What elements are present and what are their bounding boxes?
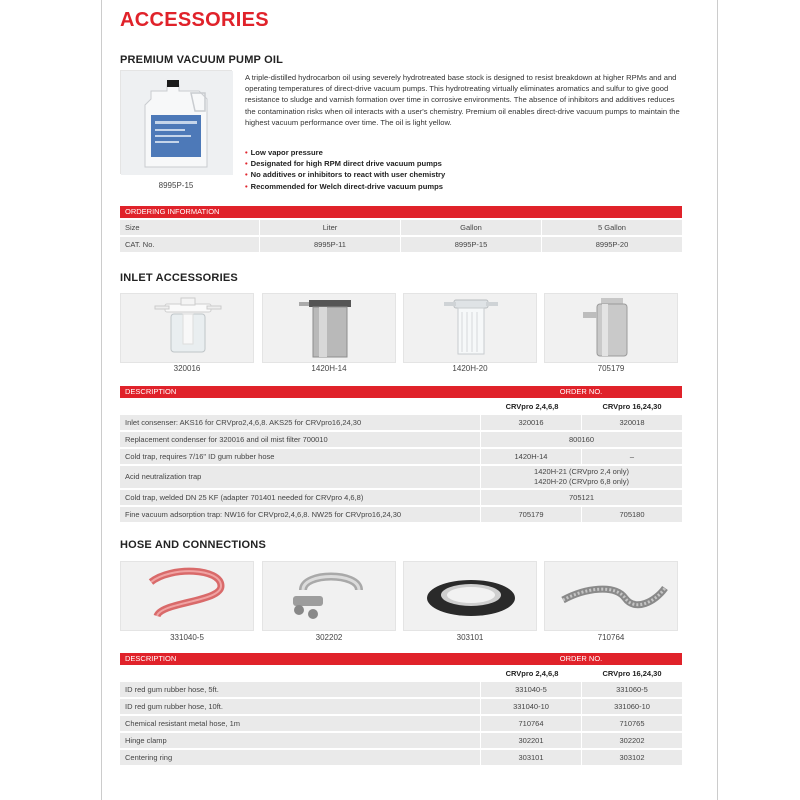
table-row — [120, 432, 682, 447]
inlet-column-header — [120, 399, 682, 414]
cell: 1420H-14 — [514, 452, 548, 461]
row-description: Cold trap, requires 7/16" ID gum rubber hose — [125, 452, 275, 461]
hinge-clamp-image — [262, 561, 396, 631]
table-row — [120, 716, 682, 731]
adsorption-trap-image — [544, 293, 678, 363]
feature-item: • No additives or inhibitors to react with user chemistry — [245, 170, 446, 180]
row-description: Chemical resistant metal hose, 1m — [125, 719, 241, 728]
table-row — [120, 449, 682, 464]
cell: 705180 — [619, 510, 645, 519]
cell: 710764 — [518, 719, 544, 728]
cell: 331040-10 — [513, 702, 549, 711]
cell: 320016 — [518, 418, 544, 427]
column-header: CRVpro 16,24,30 — [602, 669, 662, 678]
table-row — [120, 220, 682, 235]
table-row — [120, 466, 682, 488]
inlet-order-header: ORDER NO. — [480, 386, 682, 398]
hose-caption: 331040-5 — [170, 633, 204, 642]
cell: 8995P-20 — [595, 240, 629, 249]
cell: 1420H-20 (CRVpro 6,8 only) — [534, 477, 629, 486]
table-row — [120, 682, 682, 697]
table-row — [120, 490, 682, 505]
inlet-caption: 705179 — [597, 364, 625, 373]
cell: 705121 — [568, 493, 595, 502]
rubber-hose-image — [120, 561, 254, 631]
bullet-icon: • — [245, 181, 248, 191]
cell: 320018 — [619, 418, 645, 427]
oil-heading: PREMIUM VACUUM PUMP OIL — [120, 54, 284, 66]
table-row — [120, 507, 682, 522]
hose-heading: HOSE AND CONNECTIONS — [120, 539, 266, 551]
centering-ring-image — [403, 561, 537, 631]
hose-description-header: DESCRIPTION — [120, 653, 480, 665]
condenser-image — [120, 293, 254, 363]
row-description: Hinge clamp — [125, 736, 167, 745]
cell: Gallon — [460, 223, 482, 232]
cell: 303101 — [518, 753, 544, 762]
feature-item: • Low vapor pressure — [245, 148, 323, 157]
cold-trap-icon — [263, 294, 396, 363]
adsorption-trap-icon — [545, 294, 678, 363]
cold-trap-image — [262, 293, 396, 363]
row-description: Fine vacuum adsorption trap: NW16 for CRVpro2,4,6,8. NW25 for CRVpro16,24,30 — [125, 510, 402, 519]
centering-ring-icon — [404, 562, 537, 631]
condenser-icon — [121, 294, 254, 363]
page-title: ACCESSORIES — [120, 9, 269, 31]
hose-column-header — [120, 666, 682, 681]
row-description: ID red gum rubber hose, 10ft. — [125, 702, 223, 711]
column-header: CRVpro 16,24,30 — [602, 402, 662, 411]
hose-caption: 303101 — [456, 633, 484, 642]
cell: 8995P-15 — [454, 240, 488, 249]
cell: 303102 — [619, 753, 645, 762]
metal-hose-icon — [545, 562, 678, 631]
inlet-caption: 1420H-14 — [311, 364, 347, 373]
oil-feature-list — [245, 147, 685, 192]
feature-item: • Recommended for Welch direct-drive vacuum pumps — [245, 181, 443, 191]
column-header: CRVpro 2,4,6,8 — [505, 402, 559, 411]
row-description: Acid neutralization trap — [125, 472, 202, 481]
cell: 8995P-11 — [314, 240, 346, 249]
cell: 331060-5 — [616, 685, 648, 694]
inlet-description-header: DESCRIPTION — [120, 386, 480, 398]
cell: 302201 — [518, 736, 544, 745]
hose-caption: 710764 — [597, 633, 625, 642]
table-row — [120, 699, 682, 714]
bullet-icon: • — [245, 170, 248, 180]
column-header: CRVpro 2,4,6,8 — [505, 669, 559, 678]
cell: 331040-5 — [515, 685, 547, 694]
cell: 5 Gallon — [598, 223, 626, 232]
hose-caption: 302202 — [315, 633, 343, 642]
left-margin-line — [101, 0, 102, 800]
right-margin-line — [717, 0, 718, 800]
cell: 710765 — [619, 719, 645, 728]
inlet-caption: 1420H-20 — [452, 364, 488, 373]
row-label: Size — [125, 223, 140, 232]
row-description: ID red gum rubber hose, 5ft. — [125, 685, 219, 694]
cell: – — [629, 452, 635, 461]
oil-image-caption: 8995P-15 — [158, 181, 194, 190]
rubber-hose-icon — [121, 562, 254, 631]
table-row — [120, 733, 682, 748]
hinge-clamp-icon — [263, 562, 396, 631]
metal-hose-image — [544, 561, 678, 631]
oil-description: A triple-distilled hydrocarbon oil using severely hydrotreated base stock is designed to resist breakdown at higher RPMs and and operating temperatures of direct-drive vacuum pumps. This hydrotreating virtually eliminates aromatics and sulfur to give good resistance to sludge and varnish formation over time in corrosive environments. The absence of inhibitors and additives reduces the contamination risks when oil interacts with a user's chemistry. Premium oil enables direct-drive vacuum pumps to maintain the highest vacuum performance over time. The oil is light yellow. — [245, 73, 680, 127]
cell: Liter — [322, 223, 338, 232]
bullet-icon: • — [245, 148, 248, 157]
hose-order-header: ORDER NO. — [480, 653, 682, 665]
cell: 331060-10 — [614, 702, 650, 711]
row-label: CAT. No. — [125, 240, 155, 249]
row-description: Cold trap, welded DN 25 KF (adapter 701401 needed for CRVpro 4,6,8) — [125, 493, 364, 502]
cell: 800160 — [568, 435, 595, 444]
neutralization-trap-image — [403, 293, 537, 363]
table-row — [120, 415, 682, 430]
inlet-heading: INLET ACCESSORIES — [120, 272, 238, 284]
cell: 302202 — [619, 736, 645, 745]
cell: 1420H-21 (CRVpro 2,4 only) — [534, 467, 629, 476]
table-row — [120, 237, 682, 252]
inlet-caption: 320016 — [173, 364, 201, 373]
oil-jug-image — [120, 70, 232, 174]
feature-item: • Designated for high RPM direct drive vacuum pumps — [245, 159, 442, 169]
row-description: Replacement condenser for 320016 and oil mist filter 700010 — [125, 435, 328, 444]
neutralization-trap-icon — [404, 294, 537, 363]
row-description: Inlet consenser: AKS16 for CRVpro2,4,6,8. AKS25 for CRVpro16,24,30 — [125, 418, 362, 427]
table-row — [120, 750, 682, 765]
ordering-info-header: ORDERING INFORMATION — [120, 206, 682, 218]
cell: 705179 — [518, 510, 544, 519]
row-description: Centering ring — [125, 753, 173, 762]
bullet-icon: • — [245, 159, 248, 169]
